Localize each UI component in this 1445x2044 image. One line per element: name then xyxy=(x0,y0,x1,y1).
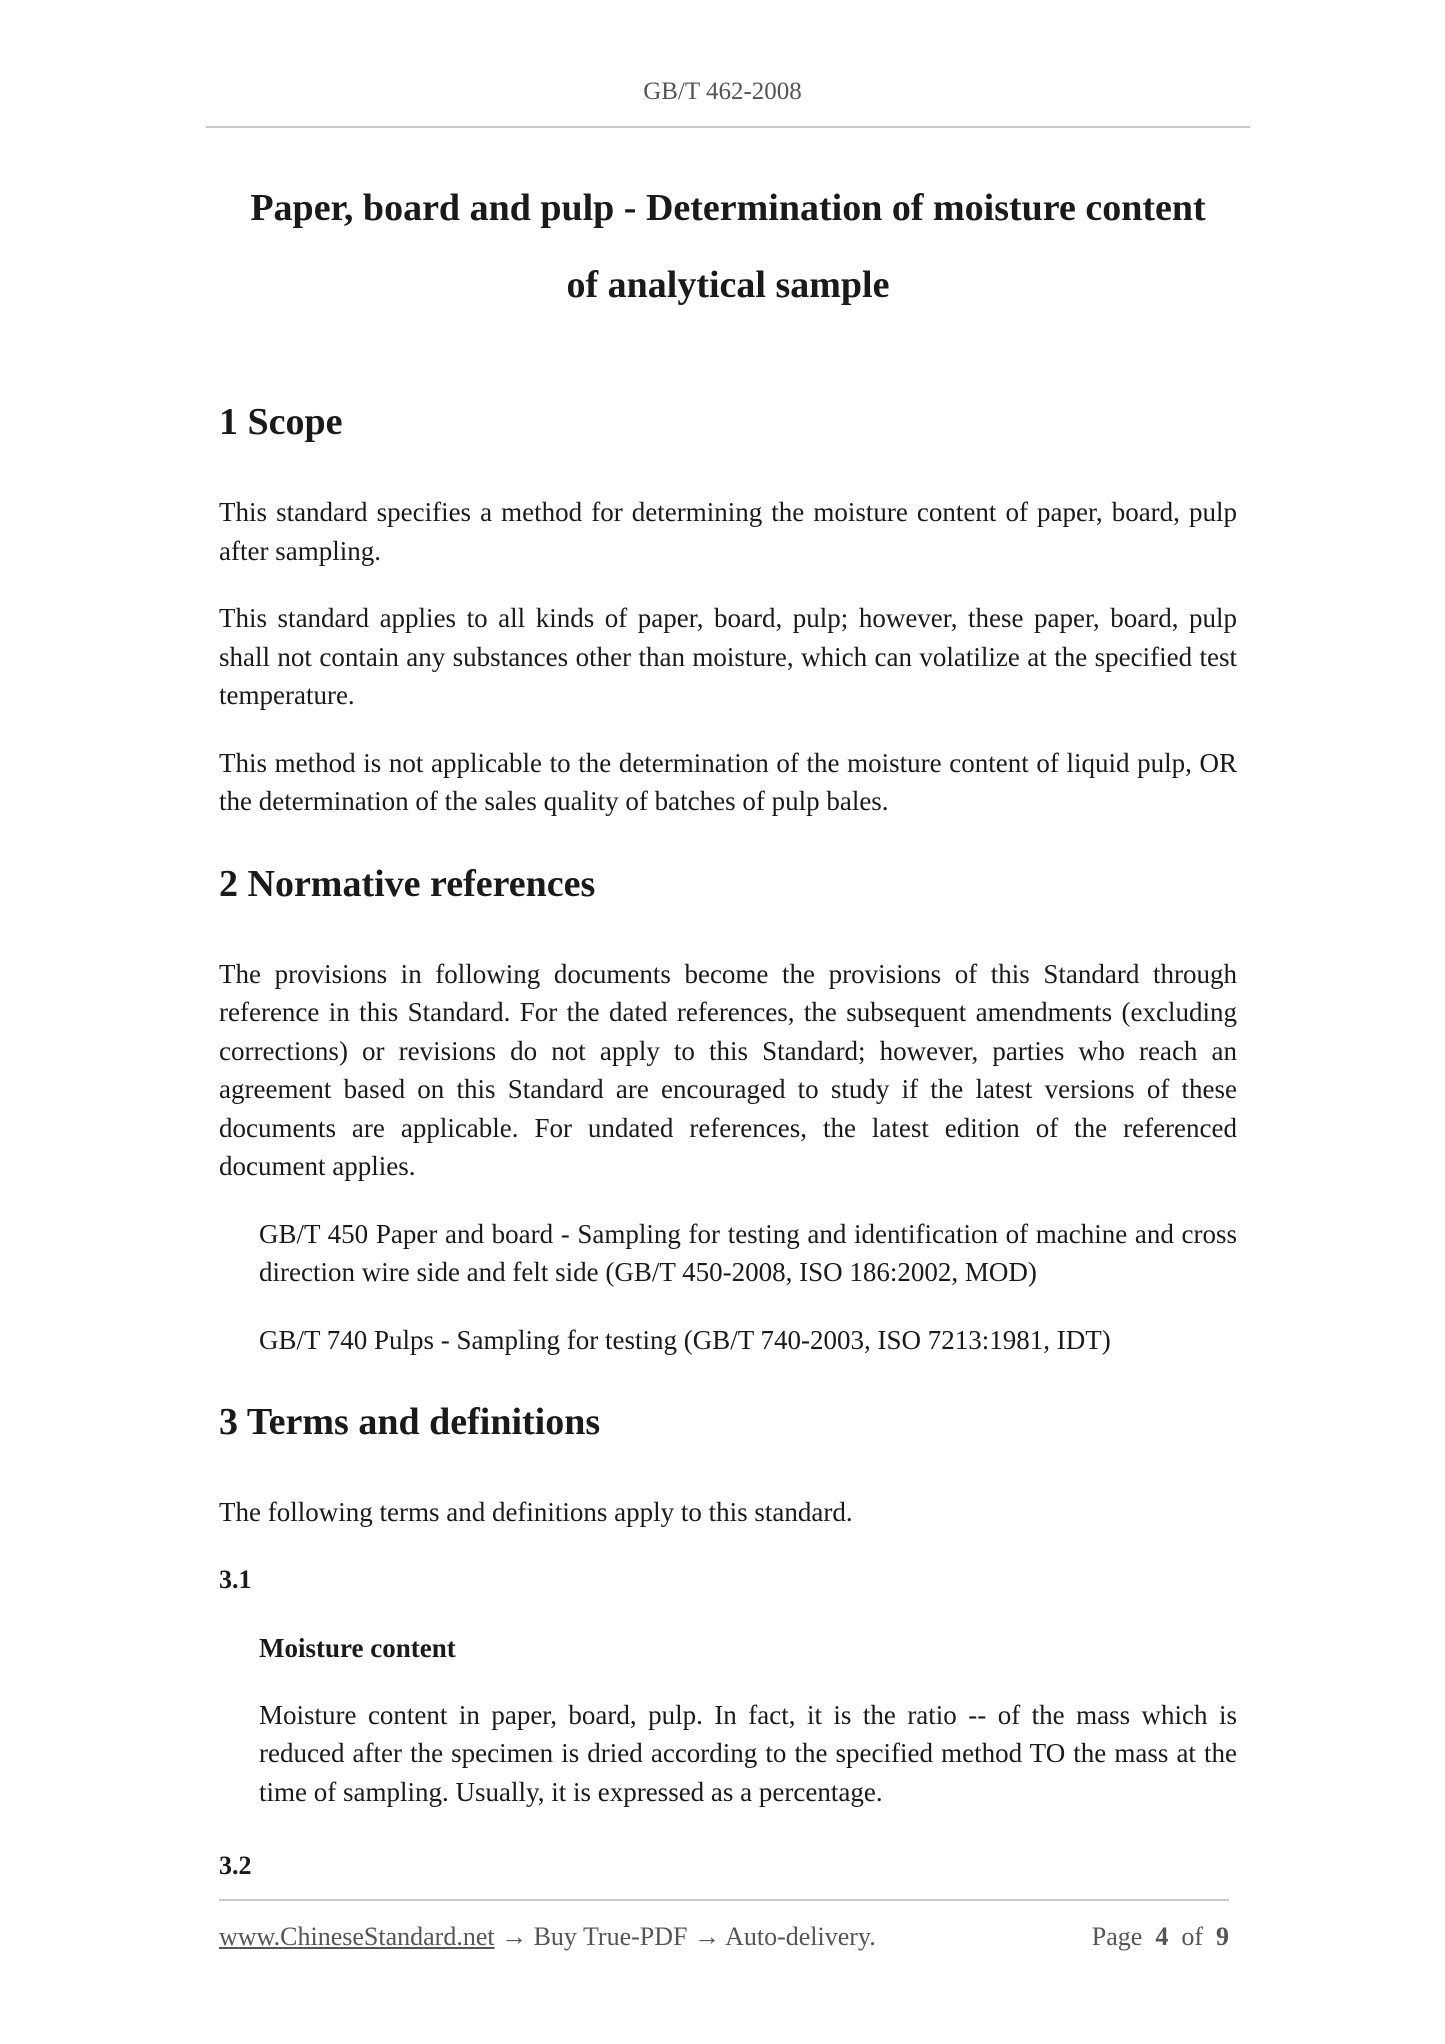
page-label: Page xyxy=(1091,1922,1143,1951)
document-body xyxy=(219,395,1237,1915)
section-heading-terms: 3 Terms and definitions xyxy=(219,1401,601,1443)
title-line-2: of analytical sample xyxy=(566,264,890,306)
footer-promo xyxy=(219,1922,876,1952)
section-heading-normative-references: 2 Normative references xyxy=(219,862,596,905)
header-divider xyxy=(206,126,1250,128)
of-label: of xyxy=(1181,1922,1203,1951)
scope-paragraph-2: This standard applies to all kinds of paper, board, pulp; however, these paper, board, pulp shall not contain any substances other than moisture, which can volatilize at the specified test temperature. xyxy=(219,603,1237,710)
scope-paragraph-3: This method is not applicable to the determination of the moisture content of liquid pulp, OR the determination of the sales quality of batches of pulp bales. xyxy=(219,747,1237,816)
terms-intro-paragraph: The following terms and definitions apply to this standard. xyxy=(219,1497,853,1527)
footer-website-link[interactable]: www.ChineseStandard.net xyxy=(219,1922,495,1951)
footer-divider xyxy=(219,1899,1229,1901)
clause-number-3-1: 3.1 xyxy=(219,1564,252,1594)
page-indicator xyxy=(1092,1922,1229,1952)
arrow-right-icon: → xyxy=(694,1922,720,1951)
page-current: 4 xyxy=(1155,1922,1169,1951)
term-definition-moisture-content: Moisture content in paper, board, pulp. In fact, it is the ratio -- of the mass which is reduced after the specimen is dried according to the specified method TO the mass at the time of sampling. Usually, it is expressed as a percentage. xyxy=(259,1699,1237,1807)
document-title xyxy=(206,170,1250,324)
scope-paragraph-1: This standard specifies a method for determining the moisture content of paper, board, pulp after sampling. xyxy=(219,497,1237,566)
section-heading-scope: 1 Scope xyxy=(219,401,343,443)
title-line-1: Paper, board and pulp - Determination of moisture content xyxy=(250,187,1206,229)
footer-delivery-text: Auto-delivery. xyxy=(725,1922,876,1951)
reference-item-gbt450: GB/T 450 Paper and board - Sampling for testing and identification of machine and cross direction wire side and felt side (GB/T 450-2008, ISO 186:2002, MOD) xyxy=(259,1218,1237,1287)
term-moisture-content: Moisture content xyxy=(259,1632,456,1663)
reference-item-gbt740: GB/T 740 Pulps - Sampling for testing (GB/T 740-2003, ISO 7213:1981, IDT) xyxy=(259,1324,1111,1355)
arrow-right-icon: → xyxy=(501,1922,528,1951)
footer-buy-text: Buy True-PDF xyxy=(533,1922,688,1951)
clause-number-3-2: 3.2 xyxy=(219,1851,252,1880)
header-document-code: GB/T 462-2008 xyxy=(643,78,802,105)
references-intro-paragraph: The provisions in following documents become the provisions of this Standard through reference in this Standard. For the dated references, the subsequent amendments (excluding corrections) or revisions do not apply to this Standard; however, parties who reach an agreement based on this Standard are encouraged to study if the latest versions of these documents are applicable. For undated references, the latest edition of the referenced document applies. xyxy=(219,958,1237,1181)
page-total: 9 xyxy=(1216,1922,1229,1951)
